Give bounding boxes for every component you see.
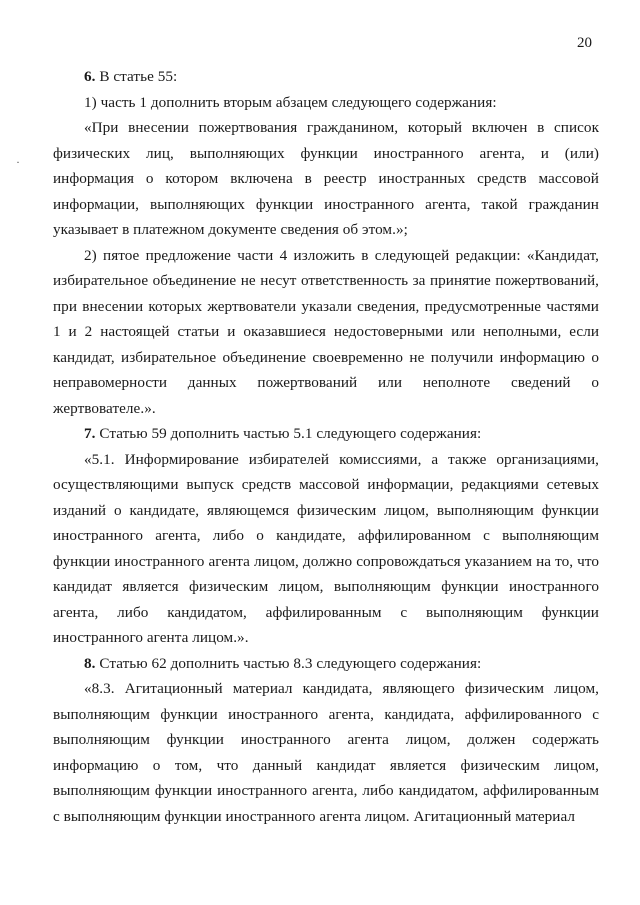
page-number: 20 [577, 35, 592, 51]
section-number: 6. [84, 68, 96, 85]
paragraph: «При внесении пожертвования гражданином, который включен в список физических лиц, выполняющих функции иностранного агента, и (или) информация о котором включена в реестр иностранных средств массовой информации, выполняющих функции иностранного агента, такой гражданин указывает в платежном документе сведения об этом.»; [53, 119, 599, 238]
section-number: 8. [84, 654, 96, 672]
paragraph: «5.1. Информирование избирателей комиссиями, а также организациями, осуществляющими выпуск средств массовой информации, редакциями сетевых изданий о кандидате, являющемся физическим лицом, выполняющим функции иностранного агента, либо о кандидате, аффилированном с выполняющим функции иностранного агента лицом, должно сопровождаться указанием на то, что кандидат является физическим лицом, выполняющим функции иностранного агента, либо кандидатом, аффилированным с выполняющим функции иностранного агента лицом.». [53, 450, 599, 646]
paragraph: 2) пятое предложение части 4 изложить в следующей редакции: «Кандидат, избирательное объединение не несут ответственность за принятие пожертвований, при внесении которых жертвователи указали сведения, предусмотренные частями 1 и 2 настоящей статьи и оказавшиеся недостоверными или неполными, если кандидат, избирательное объединение своевременно не получили информацию о неправомерности данных пожертвований или неполноте сведений о жертвователе.». [53, 246, 599, 417]
paragraph: «8.3. Агитационный материал кандидата, являющего физическим лицом, выполняющим функции иностранного агента, кандидата, аффилированного с выполняющим функции иностранного агента лицом, должен содержать информацию о том, что данный кандидат является физическим лицом, выполняющим функции иностранного агента, либо кандидатом, аффилированным с выполняющим функции иностранного агента лицом. Агитационный материал [53, 680, 599, 825]
section-8-heading [53, 651, 599, 677]
document-body [53, 64, 599, 829]
section-number: 7. [84, 425, 96, 442]
section-heading-text: Статью 59 дополнить частью 5.1 следующего содержания: [95, 425, 482, 442]
section-7-heading [53, 421, 599, 447]
section-heading-text: Статью 62 дополнить частью 8.3 следующего содержания: [95, 654, 482, 672]
section-heading-text: В статье 55: [95, 68, 178, 85]
paragraph: 1) часть 1 дополнить вторым абзацем следующего содержания: [84, 93, 497, 111]
scan-mark: · [16, 155, 20, 169]
section-6-heading [53, 64, 599, 90]
